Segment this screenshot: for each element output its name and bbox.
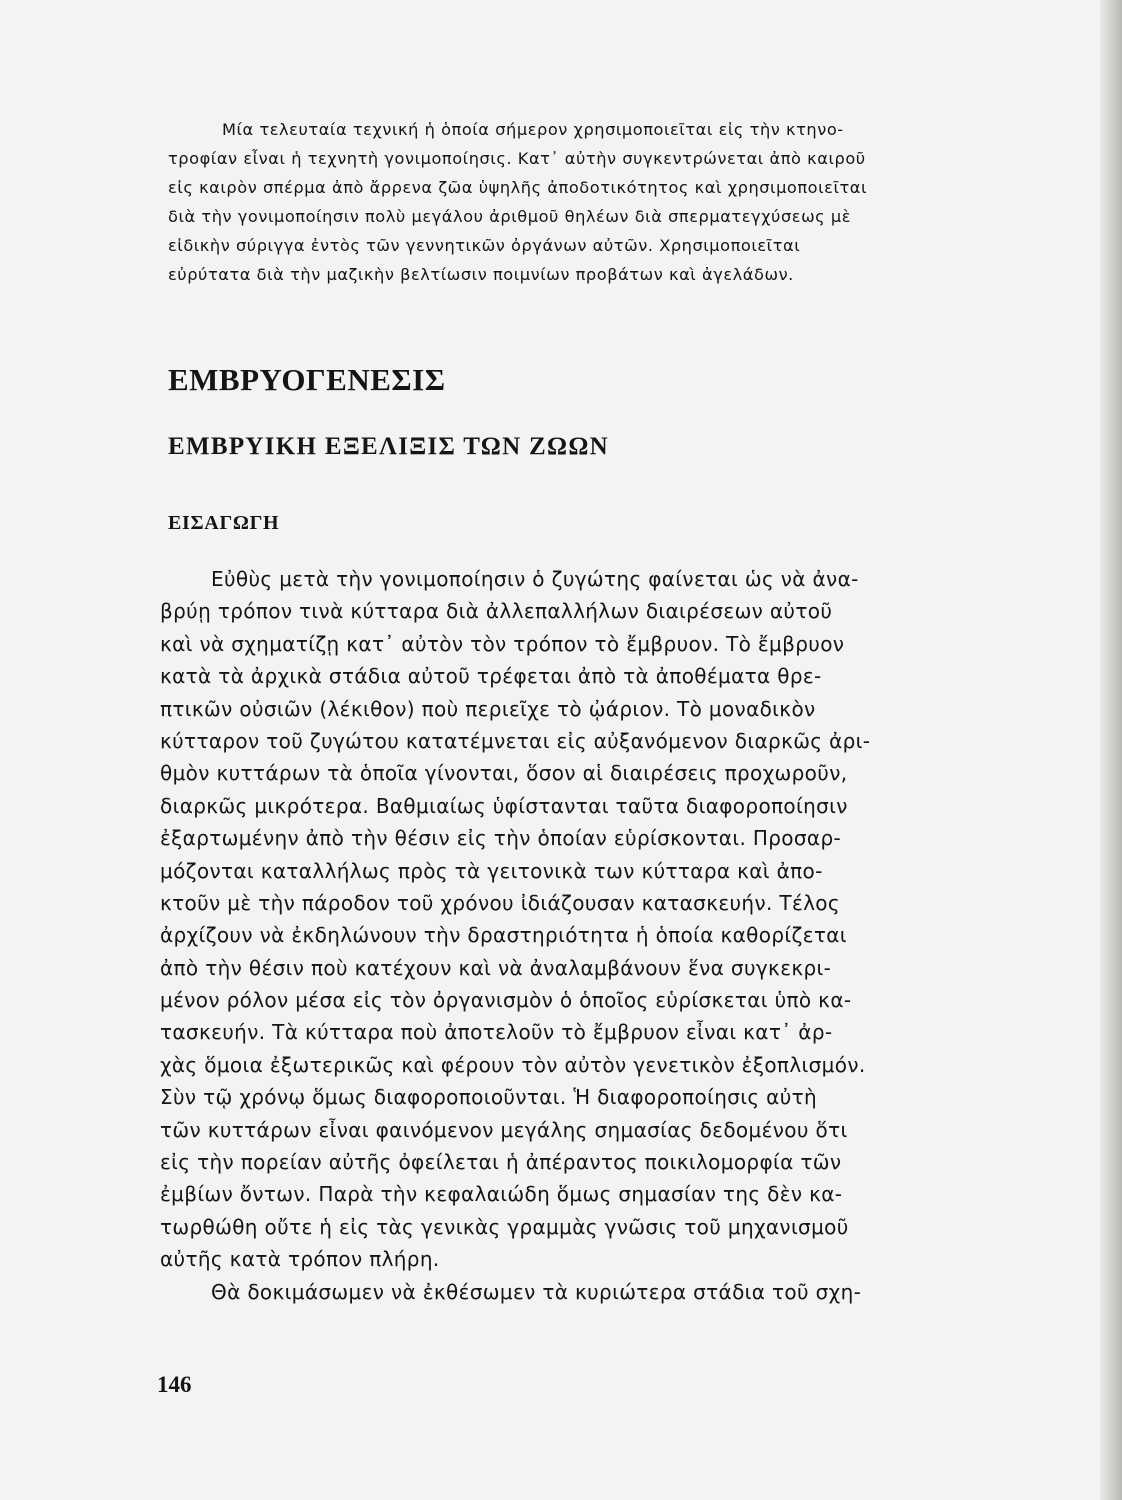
page-binding-shadow: [1100, 0, 1122, 1500]
body-line: θμὸν κυττάρων τὰ ὁποῖα γίνονται, ὅσον αἱ διαιρέσεις προχωροῦν,: [160, 761, 848, 786]
body-line: ἐξαρτωμένην ἀπὸ τὴν θέσιν εἰς τὴν ὁποίαν εὑρίσκονται. Προσαρ-: [160, 826, 842, 851]
body-line: καὶ νὰ σχηματίζῃ κατ᾽ αὐτὸν τὸν τρόπον τὸ ἔμβρυον. Τὸ ἔμβρυον: [160, 631, 845, 656]
body-line: πτικῶν οὐσιῶν (λέκιθον) ποὺ περιεῖχε τὸ ᾠάριον. Τὸ μοναδικὸν: [160, 696, 816, 721]
body-line: Εὐθὺς μετὰ τὴν γονιμοποίησιν ὁ ζυγώτης φαίνεται ὡς νὰ ἀνα-: [211, 567, 859, 591]
body-line: βρύῃ τρόπον τινὰ κύτταρα διὰ ἀλλεπαλλήλων διαιρέσεων αὐτοῦ: [160, 599, 833, 624]
page-number: 146: [157, 1372, 192, 1397]
body-line: Θὰ δοκιμάσωμεν νὰ ἐκθέσωμεν τὰ κυριώτερα στάδια τοῦ σχη-: [211, 1279, 862, 1304]
body-line: μόζονται καταλλήλως πρὸς τὰ γειτονικὰ των κύτταρα καὶ ἀπο-: [160, 858, 823, 883]
body-line: εἰς τὴν πορείαν αὐτῆς ὀφείλεται ἡ ἀπέραντος ποικιλομορφία τῶν: [160, 1150, 842, 1175]
intro-line: Μία τελευταία τεχνική ἡ ὁποία σήμερον χρησιμοποιεῖται εἰς τὴν κτηνο-: [222, 120, 844, 139]
body-line: ἀρχίζουν νὰ ἐκδηλώνουν τὴν δραστηριότητα ἡ ὁποία καθορίζεται: [160, 923, 847, 948]
body-line: μένον ρόλον μέσα εἰς τὸν ὀργανισμὸν ὁ ὁποῖος εὑρίσκεται ὑπὸ κα-: [160, 988, 852, 1013]
body-line: τασκευήν. Τὰ κύτταρα ποὺ ἀποτελοῦν τὸ ἔμβρυον εἶναι κατ᾽ ἀρ-: [160, 1020, 833, 1045]
body-line: τωρθώθη οὔτε ἡ εἰς τὰς γενικὰς γραμμὰς γνῶσις τοῦ μηχανισμοῦ: [160, 1214, 849, 1239]
body-paragraph: [160, 563, 1048, 1308]
body-line: ἐμβίων ὄντων. Παρὰ τὴν κεφαλαιώδη ὅμως σημασίαν της δὲν κα-: [160, 1182, 843, 1207]
intro-line: διὰ τὴν γονιμοποίησιν πολὺ μεγάλου ἀριθμοῦ θηλέων διὰ σπερματεγχύσεως μὲ: [168, 207, 852, 226]
body-line: χὰς ὅμοια ἐξωτερικῶς καὶ φέρουν τὸν αὐτὸν γενετικὸν ἐξοπλισμόν.: [160, 1052, 866, 1077]
body-line: ἀπὸ τὴν θέσιν ποὺ κατέχουν καὶ νὰ ἀναλαμβάνουν ἕνα συγκεκρι-: [160, 955, 832, 980]
body-line: κύτταρον τοῦ ζυγώτου κατατέμνεται εἰς αὐξανόμενον διαρκῶς ἀρι-: [160, 728, 871, 753]
intro-paragraph: [168, 115, 1038, 289]
intro-line: εἰδικὴν σύριγγα ἐντὸς τῶν γεννητικῶν ὀργάνων αὐτῶν. Χρησιμοποιεῖται: [168, 236, 801, 255]
body-line: Σὺν τῷ χρόνῳ ὅμως διαφοροποιοῦνται. Ἡ διαφοροποίησις αὐτὴ: [160, 1085, 818, 1110]
section-title: ΕΙΣΑΓΩΓΗ: [168, 512, 280, 534]
body-line: τῶν κυττάρων εἶναι φαινόμενον μεγάλης σημασίας δεδομένου ὅτι: [160, 1117, 848, 1142]
chapter-title: ΕΜΒΡΥΟΓΕΝΕΣΙΣ: [168, 362, 446, 397]
body-line: κτοῦν μὲ τὴν πάροδον τοῦ χρόνου ἰδιάζουσαν κατασκευήν. Τέλος: [160, 890, 840, 915]
intro-line: τροφίαν εἶναι ἡ τεχνητὴ γονιμοποίησις. Κατ᾽ αὐτὴν συγκεντρώνεται ἀπὸ καιροῦ: [168, 149, 866, 168]
intro-line: εὐρύτατα διὰ τὴν μαζικὴν βελτίωσιν ποιμνίων προβάτων καὶ ἀγελάδων.: [168, 265, 794, 284]
chapter-subtitle: ΕΜΒΡΥΙΚΗ ΕΞΕΛΙΞΙΣ ΤΩΝ ΖΩΩΝ: [168, 433, 609, 460]
body-line: διαρκῶς μικρότερα. Βαθμιαίως ὑφίστανται ταῦτα διαφοροποίησιν: [160, 793, 848, 818]
body-line: αὐτῆς κατὰ τρόπον πλήρη.: [160, 1247, 440, 1272]
intro-line: εἰς καιρὸν σπέρμα ἀπὸ ἄρρενα ζῶα ὑψηλῆς ἀποδοτικότητος καὶ χρησιμοποιεῖται: [168, 178, 868, 197]
body-line: κατὰ τὰ ἀρχικὰ στάδια αὐτοῦ τρέφεται ἀπὸ τὰ ἀποθέματα θρε-: [160, 664, 822, 689]
